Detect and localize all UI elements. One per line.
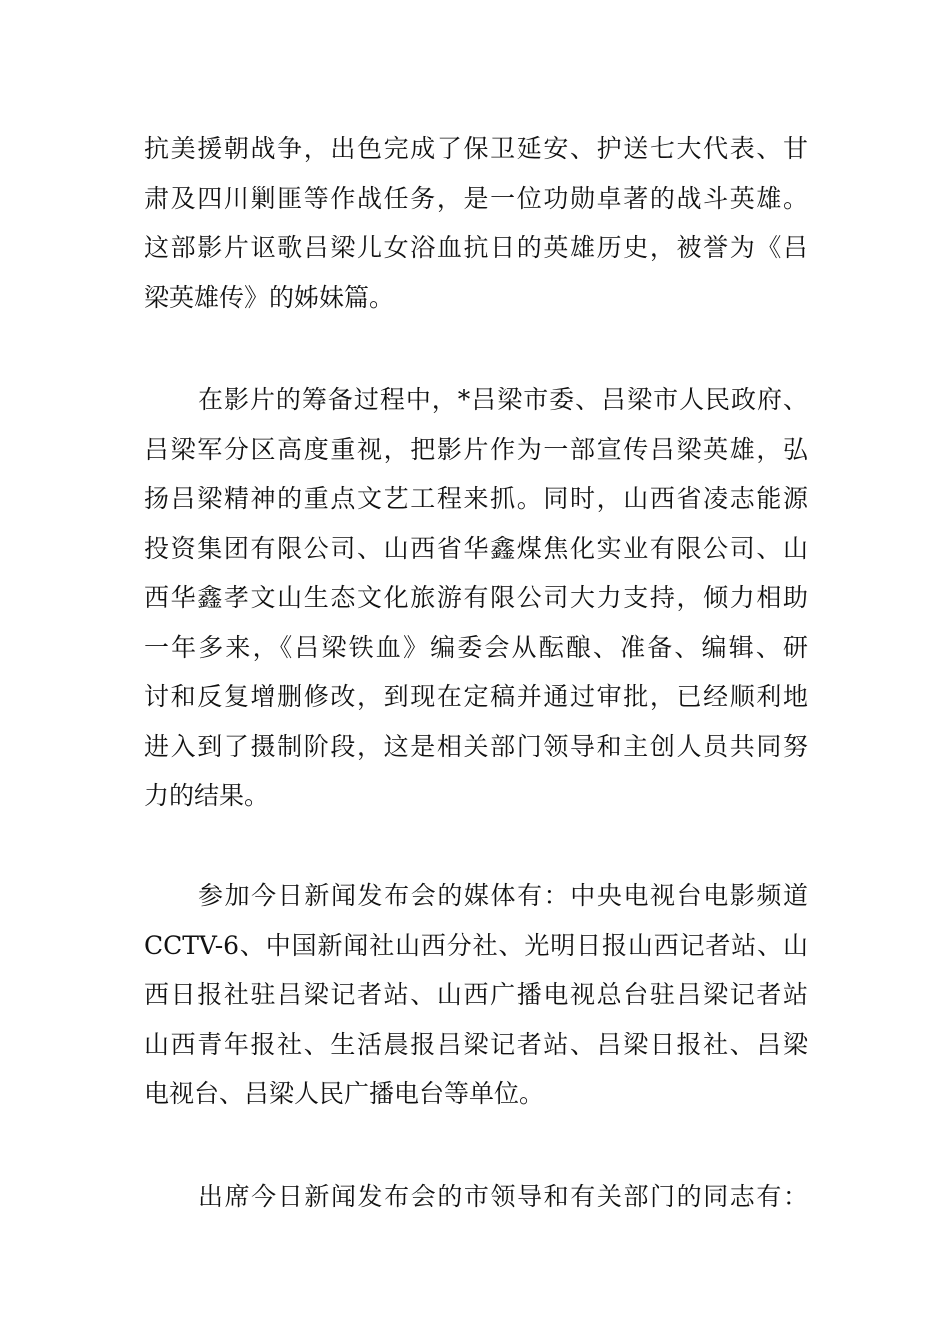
text-line: 抗美援朝战争，出色完成了保卫延安、护送七大代表、甘 <box>144 134 808 163</box>
text-line: 扬吕梁精神的重点文艺工程来抓。同时，山西省凌志能源 <box>144 484 808 513</box>
text-line: 出席今日新闻发布会的市领导和有关部门的同志有： <box>198 1182 808 1211</box>
text-line: 肃及四川剿匪等作战任务，是一位功勋卓著的战斗英雄。 <box>144 183 808 213</box>
text-line: 投资集团有限公司、山西省华鑫煤焦化实业有限公司、山 <box>144 533 808 563</box>
text-line: CCTV-6、中国新闻社山西分社、光明日报山西记者站、山 <box>144 930 808 960</box>
text-line: 力的结果。 <box>144 781 270 810</box>
text-line: 梁英雄传》的姊妹篇。 <box>144 282 395 312</box>
paragraph-4 <box>144 1172 808 1222</box>
text-line: 这部影片讴歌吕梁儿女浴血抗日的英雄历史，被誉为《吕 <box>144 233 808 262</box>
text-line: 讨和反复增删修改，到现在定稿并通过审批，已经顺利地 <box>144 682 808 711</box>
text-line: 山西青年报社、生活晨报吕梁记者站、吕梁日报社、吕梁 <box>144 1029 808 1059</box>
paragraph-2 <box>144 375 808 821</box>
text-line: 吕梁军分区高度重视，把影片作为一部宣传吕梁英雄，弘 <box>144 434 808 464</box>
text-line: 在影片的筹备过程中，*吕梁市委、吕梁市人民政府、 <box>198 385 808 414</box>
text-line: 一年多来，《吕梁铁血》编委会从酝酿、准备、编辑、研 <box>144 632 808 662</box>
text-line: 参加今日新闻发布会的媒体有：中央电视台电影频道 <box>198 881 808 910</box>
text-line: 进入到了摄制阶段，这是相关部门领导和主创人员共同努 <box>144 731 808 761</box>
paragraph-3 <box>144 871 808 1119</box>
text-line: 西日报社驻吕梁记者站、山西广播电视总台驻吕梁记者站 <box>144 980 808 1009</box>
paragraph-1 <box>144 124 808 322</box>
text-line: 电视台、吕梁人民广播电台等单位。 <box>144 1079 545 1108</box>
text-line: 西华鑫孝文山生态文化旅游有限公司大力支持，倾力相助 <box>144 583 808 612</box>
